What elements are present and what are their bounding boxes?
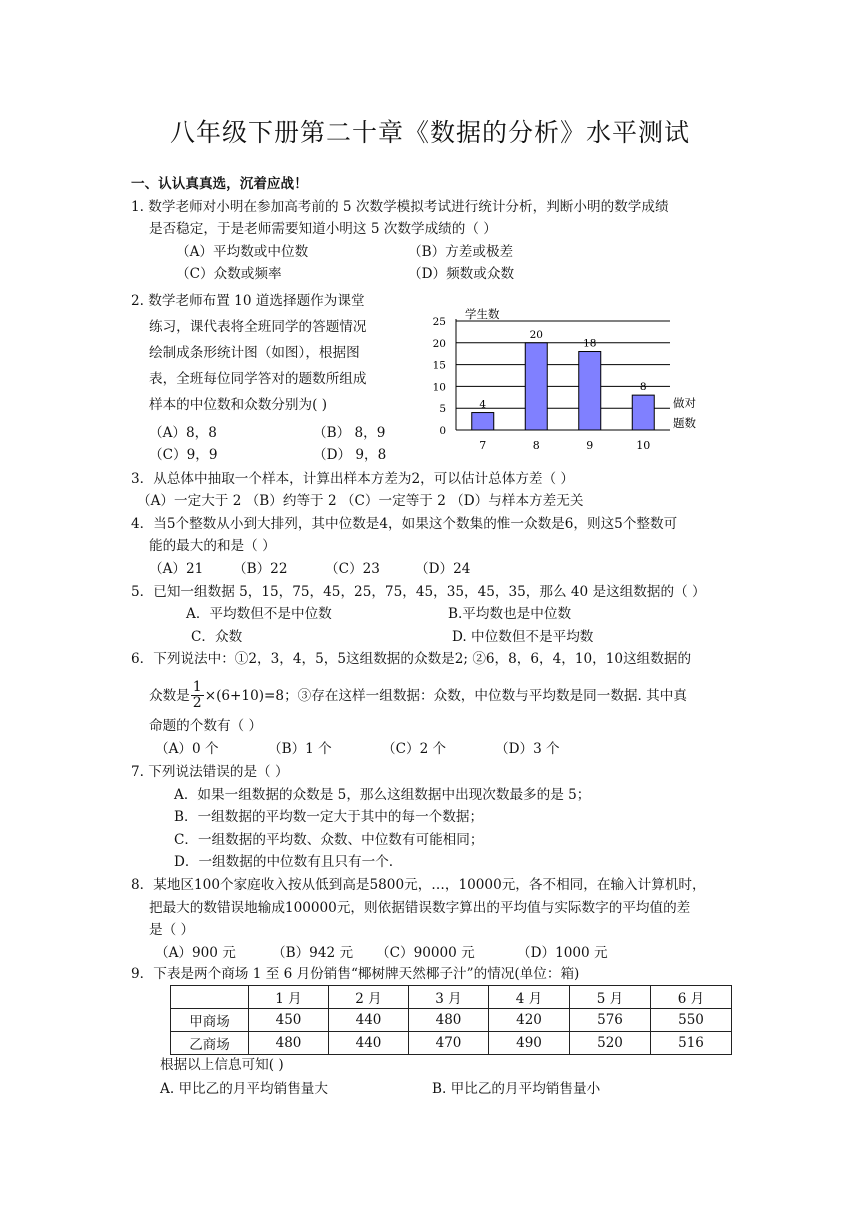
table-cell: 甲商场	[171, 1009, 249, 1032]
question-1-option-d: （D）频数或众数	[408, 266, 515, 282]
question-6-line-2-end: ×(6+10)=8；③存在这样一组数据：众数，中位数与平均数是同一数据. 其中真	[204, 687, 687, 704]
table-cell: 550	[651, 1009, 732, 1032]
table-cell: 450	[249, 1009, 329, 1032]
table-header-cell: 1 月	[249, 986, 329, 1009]
chart-xtick-label: 9	[586, 439, 594, 452]
question-4-option-a: （A）21	[149, 561, 204, 577]
page-title: 八年级下册第二十章《数据的分析》水平测试	[169, 118, 690, 147]
question-7-line-1: 7. 下列说法错误的是（ ）	[131, 764, 289, 780]
chart-ylabel: 学生数	[465, 307, 500, 321]
table-cell: 470	[409, 1032, 489, 1055]
chart-bar	[579, 352, 601, 430]
chart-ytick-label: 5	[439, 403, 446, 416]
chart-ytick-label: 10	[432, 381, 446, 394]
fraction-numerator: 1	[192, 679, 202, 695]
chart-xtick-label: 10	[636, 439, 651, 452]
question-8-option-a: （A）900 元	[155, 945, 236, 961]
question-2-line-3: 绘制成条形统计图（如图），根据图	[149, 345, 360, 361]
question-6-line-2	[149, 680, 687, 711]
question-9-option-b: B. 甲比乙的月平均销售量小	[432, 1081, 601, 1097]
chart-xtick-label: 8	[532, 439, 540, 452]
table-header-cell	[171, 986, 249, 1009]
table-cell: 420	[489, 1009, 570, 1032]
table-cell: 576	[570, 1009, 651, 1032]
question-7-option-a: A．如果一组数据的众数是 5，那么这组数据中出现次数最多的是 5；	[174, 787, 591, 803]
table-cell: 516	[651, 1032, 732, 1055]
chart-data-label: 18	[583, 337, 597, 350]
table-cell: 490	[489, 1032, 570, 1055]
question-4-option-b: （B）22	[233, 561, 288, 577]
question-8-option-c: （C）90000 元	[376, 945, 475, 961]
question-6-line-3: 命题的个数有（ ）	[149, 718, 263, 734]
question-1-line-2: 是否稳定，于是老师需要知道小明这 5 次数学成绩的（ ）	[149, 221, 497, 237]
chart-ytick-label: 20	[432, 337, 446, 350]
question-3-line-1: 3．从总体中抽取一个样本，计算出样本方差为2，可以估计总体方差（ ）	[131, 471, 575, 487]
question-1-option-b: （B）方差或极差	[408, 244, 514, 260]
question-7-option-b: B．一组数据的平均数一定大于其中的每一个数据；	[174, 809, 484, 825]
bar-chart	[420, 300, 720, 460]
table-header-cell: 3 月	[409, 986, 489, 1009]
chart-xlabel-line-2: 题数	[673, 416, 696, 430]
question-2-option-b: （B） 8，9	[313, 425, 386, 441]
question-6-line-2-start: 众数是	[149, 687, 190, 704]
table-cell: 520	[570, 1032, 651, 1055]
chart-ytick-label: 25	[432, 316, 446, 328]
table-cell: 480	[409, 1009, 489, 1032]
question-6-option-d: （D）3 个	[495, 741, 560, 757]
question-4-option-d: （D）24	[415, 561, 471, 577]
question-8-option-b: （B）942 元	[272, 945, 354, 961]
question-6-option-b: （B）1 个	[268, 741, 332, 757]
question-2-line-4: 表，全班每位同学答对的题数所组成	[149, 371, 367, 387]
question-5-option-b: B.平均数也是中位数	[448, 606, 572, 622]
question-8-line-2: 把最大的数错误地输成100000元，则依据错误数字算出的平均值与实际数字的平均值的差	[149, 900, 691, 916]
table-row	[171, 1009, 732, 1032]
table-header-cell: 5 月	[570, 986, 651, 1009]
question-2-option-d: （D） 9，8	[313, 447, 387, 463]
question-5-option-d: D. 中位数但不是平均数	[452, 629, 594, 645]
table-cell: 440	[329, 1009, 409, 1032]
chart-bar	[525, 343, 547, 430]
table-header-cell: 2 月	[329, 986, 409, 1009]
table-row	[171, 1032, 732, 1055]
question-7-option-d: D．一组数据的中位数有且只有一个.	[174, 854, 394, 870]
chart-xtick-label: 7	[479, 439, 487, 452]
chart-ytick-label: 15	[432, 359, 446, 372]
chart-bar	[472, 413, 494, 430]
question-9-after: 根据以上信息可知( )	[160, 1057, 284, 1073]
question-8-option-d: （D）1000 元	[517, 945, 608, 961]
question-6-line-1: 6．下列说法中：①2，3，4，5，5这组数据的众数是2; ②6，8，6，4，10，10这组数据的	[131, 651, 692, 667]
question-5-line-1: 5．已知一组数据 5，15，75，45，25，75，45，35，45，35，那么 40 是这组数据的（ ）	[131, 584, 706, 600]
question-9-option-a: A. 甲比乙的月平均销售量大	[160, 1081, 328, 1097]
question-2-line-2: 练习，课代表将全班同学的答题情况	[149, 319, 367, 335]
question-1-option-c: （C）众数或频率	[176, 266, 282, 282]
question-2-option-c: （C）9，9	[149, 447, 218, 463]
question-5-option-c: C．众数	[191, 629, 243, 645]
sales-table	[170, 985, 732, 1055]
question-5-option-a: A．平均数但不是中位数	[186, 606, 332, 622]
table-cell: 440	[329, 1032, 409, 1055]
chart-ytick-label: 0	[439, 425, 446, 437]
question-2-line-1: 2. 数学老师布置 10 道选择题作为课堂	[131, 293, 365, 309]
table-header-cell: 6 月	[651, 986, 732, 1009]
fraction-denominator: 2	[192, 695, 202, 711]
question-3-options: （A）一定大于 2 （B）约等于 2 （C）一定等于 2 （D）与样本方差无关	[137, 493, 584, 509]
question-6-option-c: （C）2 个	[382, 741, 447, 757]
table-header-row	[171, 986, 732, 1009]
question-6-option-a: （A）0 个	[155, 741, 219, 757]
question-8-line-3: 是（ ）	[149, 922, 195, 938]
fraction-one-half	[191, 680, 204, 711]
table-cell: 480	[249, 1032, 329, 1055]
question-2-option-a: （A）8，8	[149, 425, 217, 441]
question-1-line-1: 1. 数学老师对小明在参加高考前的 5 次数学模拟考试进行统计分析，判断小明的数学成绩	[131, 199, 669, 215]
chart-data-label: 4	[479, 398, 487, 411]
chart-xlabel-line-1: 做对	[673, 396, 696, 410]
question-8-line-1: 8．某地区100个家庭收入按从低到高是5800元，…，10000元，各不相同，在输入计算机时，	[131, 877, 706, 893]
section-heading: 一、认认真真选，沉着应战！	[131, 176, 308, 192]
question-2-line-5: 样本的中位数和众数分别为( )	[149, 397, 328, 413]
table-cell: 乙商场	[171, 1032, 249, 1055]
chart-bar	[632, 395, 654, 430]
question-4-line-1: 4．当5个整数从小到大排列，其中位数是4，如果这个数集的惟一众数是6，则这5个整数可	[131, 516, 678, 532]
question-7-option-c: C．一组数据的平均数、众数、中位数有可能相同；	[174, 832, 484, 848]
question-1-option-a: （A）平均数或中位数	[176, 244, 309, 260]
chart-data-label: 20	[529, 328, 543, 341]
table-header-cell: 4 月	[489, 986, 570, 1009]
question-4-line-2: 能的最大的和是（ ）	[149, 538, 276, 554]
chart-data-label: 8	[639, 381, 647, 394]
question-9-line-1: 9．下表是两个商场 1 至 6 月份销售“椰树牌天然椰子汁”的情况(单位：箱)	[131, 966, 580, 982]
question-4-option-c: （C）23	[325, 561, 380, 577]
